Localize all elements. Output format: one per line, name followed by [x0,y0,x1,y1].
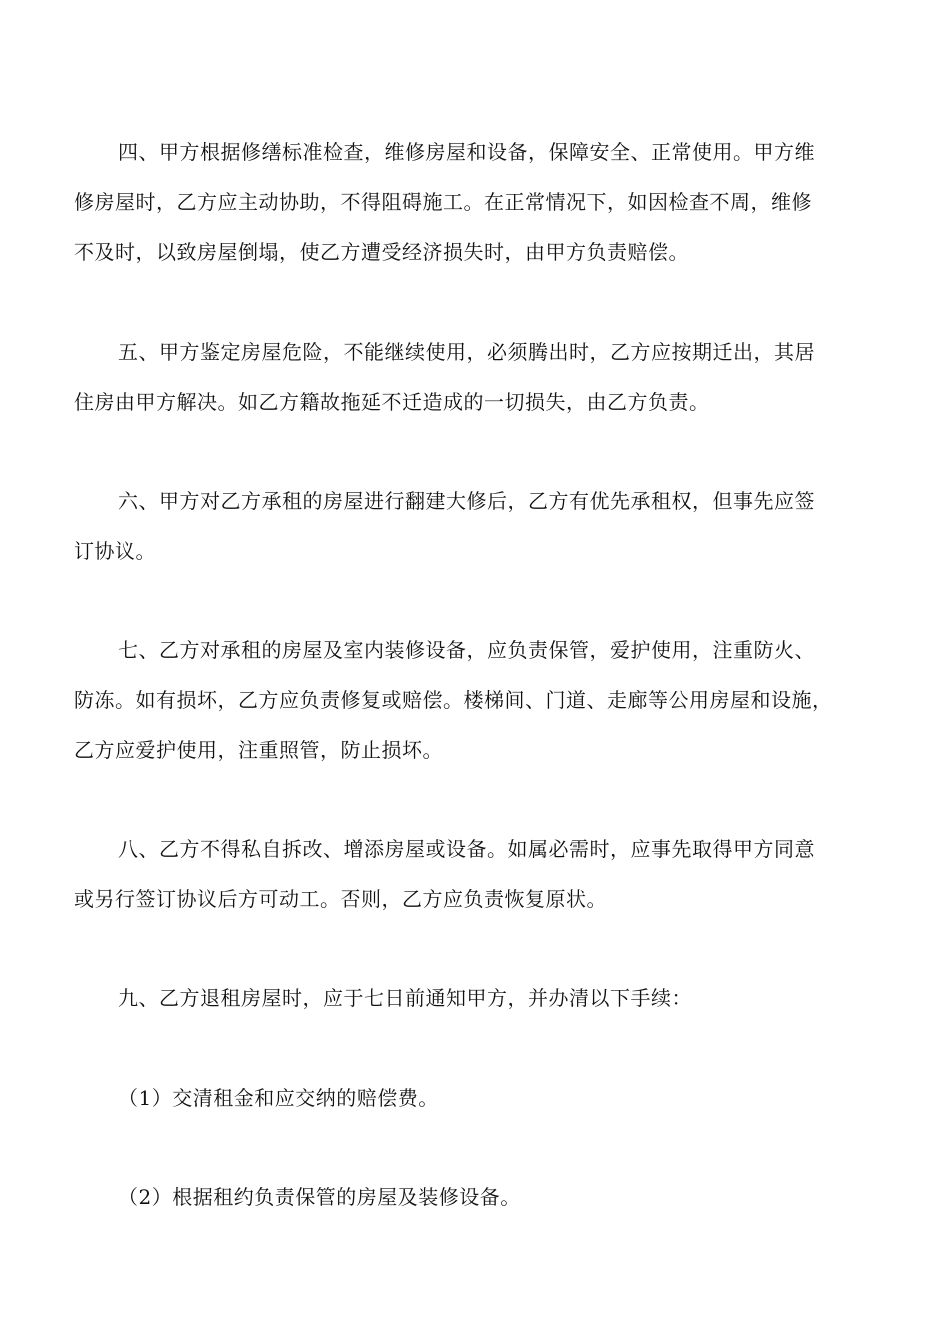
list-item-1: （1）交清租金和应交纳的赔偿费。 [118,1086,439,1110]
clause-7-line-3: 乙方应爱护使用，注重照管，防止损坏。 [74,738,443,762]
clause-4-line-2: 修房屋时，乙方应主动协助，不得阻碍施工。在正常情况下，如因检查不周，维修 [74,190,812,214]
clause-8-line-2: 或另行签订协议后方可动工。否则，乙方应负责恢复原状。 [74,887,607,911]
clause-6-line-2: 订协议。 [74,539,156,563]
list-item-2: （2）根据租约负责保管的房屋及装修设备。 [118,1185,521,1209]
clause-4-line-3: 不及时，以致房屋倒塌，使乙方遭受经济损失时，由甲方负责赔偿。 [74,240,689,264]
clause-4-line-1: 四、甲方根据修缮标准检查，维修房屋和设备，保障安全、正常使用。甲方维 [118,140,815,164]
clause-7-line-2: 防冻。如有损坏，乙方应负责修复或赔偿。楼梯间、门道、走廊等公用房屋和设施， [74,688,833,712]
clause-9-line-1: 九、乙方退租房屋时，应于七日前通知甲方，并办清以下手续： [118,986,692,1010]
clause-5-line-1: 五、甲方鉴定房屋危险，不能继续使用，必须腾出时，乙方应按期迁出，其居 [118,340,815,364]
clause-5-line-2: 住房由甲方解决。如乙方籍故拖延不迁造成的一切损失，由乙方负责。 [74,390,710,414]
clause-7-line-1: 七、乙方对承租的房屋及室内装修设备，应负责保管，爱护使用，注重防火、 [118,638,815,662]
clause-8-line-1: 八、乙方不得私自拆改、增添房屋或设备。如属必需时，应事先取得甲方同意 [118,837,815,861]
clause-6-line-1: 六、甲方对乙方承租的房屋进行翻建大修后，乙方有优先承租权，但事先应签 [118,489,815,513]
